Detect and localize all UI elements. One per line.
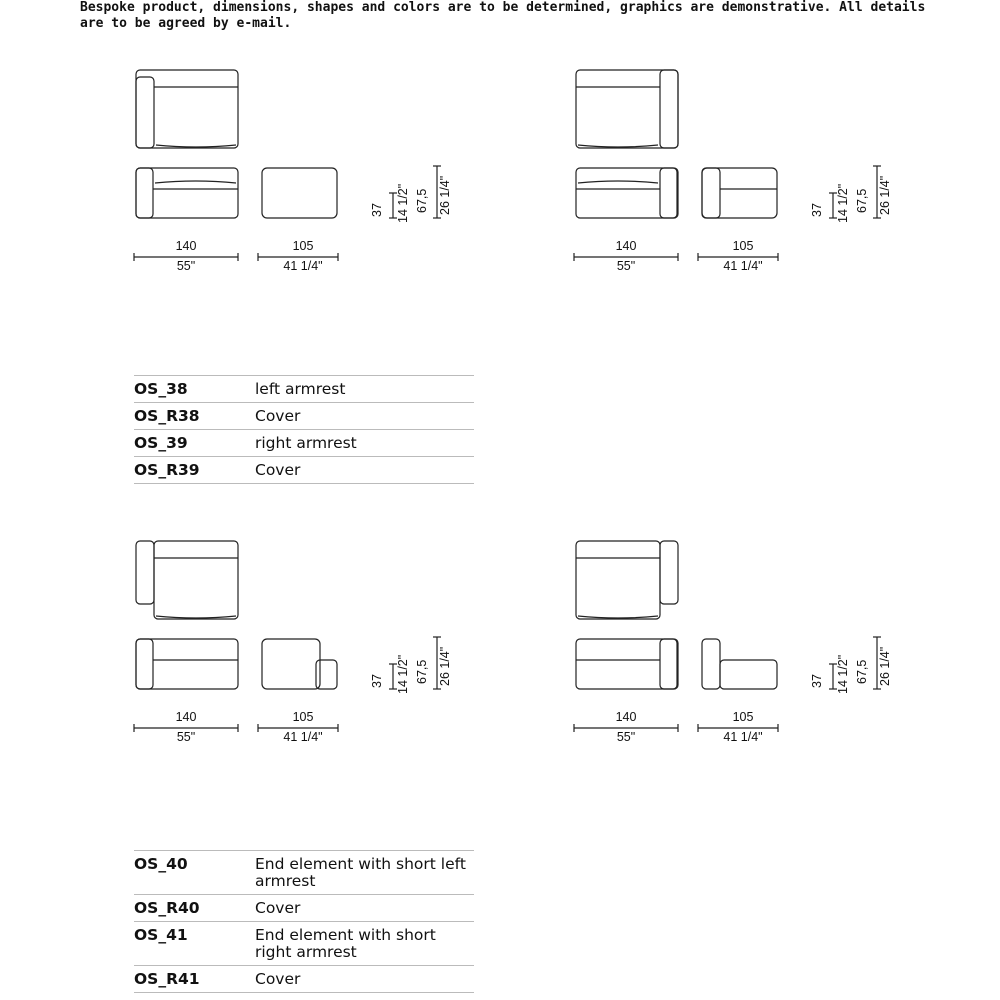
table-row (134, 457, 474, 484)
height-cm-label: 67,5 (415, 659, 429, 684)
depth-in-label: 41 1/4" (723, 259, 763, 273)
width-cm-label: 140 (615, 710, 637, 724)
width-in-label: 55" (176, 259, 196, 273)
width-cm-label: 140 (175, 710, 197, 724)
seat-cm-label: 37 (370, 203, 384, 217)
product-description: Cover (255, 403, 474, 430)
disclaimer-text: Bespoke product, dimensions, shapes and colors are to be determined, graphics are demonstrative. All details are to be agreed by e-mail. (80, 0, 926, 31)
seat-in-label: 14 1/2" (396, 654, 410, 694)
depth-cm-label: 105 (732, 239, 754, 253)
product-code: OS_R38 (134, 403, 255, 430)
table-row (134, 851, 474, 895)
diagram-short-left-armrest (130, 536, 550, 776)
product-code: OS_41 (134, 922, 255, 966)
product-description: right armrest (255, 430, 474, 457)
table-row (134, 895, 474, 922)
height-in-label: 26 1/4" (878, 646, 892, 686)
width-in-label: 55" (176, 730, 196, 744)
width-in-label: 55" (616, 730, 636, 744)
seat-cm-label: 37 (810, 203, 824, 217)
height-cm-label: 67,5 (855, 659, 869, 684)
seat-in-label: 14 1/2" (396, 183, 410, 223)
height-in-label: 26 1/4" (438, 175, 452, 215)
depth-cm-label: 105 (292, 239, 314, 253)
product-codes-table-2 (134, 850, 474, 993)
height-cm-label: 67,5 (415, 188, 429, 213)
height-in-label: 26 1/4" (878, 175, 892, 215)
product-description: Cover (255, 457, 474, 484)
product-code: OS_39 (134, 430, 255, 457)
height-cm-label: 67,5 (855, 188, 869, 213)
table-row (134, 403, 474, 430)
seat-in-label: 14 1/2" (836, 654, 850, 694)
product-code: OS_R41 (134, 966, 255, 993)
product-description: End element with short left armrest (255, 851, 474, 895)
diagram-left-armrest (130, 65, 550, 305)
product-code: OS_40 (134, 851, 255, 895)
product-codes-table-1 (134, 375, 474, 484)
height-in-label: 26 1/4" (438, 646, 452, 686)
depth-in-label: 41 1/4" (283, 730, 323, 744)
table-row (134, 430, 474, 457)
product-description: Cover (255, 895, 474, 922)
table-row (134, 922, 474, 966)
width-in-label: 55" (616, 259, 636, 273)
product-code: OS_38 (134, 376, 255, 403)
diagram-short-right-armrest (570, 536, 990, 776)
depth-in-label: 41 1/4" (723, 730, 763, 744)
product-code: OS_R39 (134, 457, 255, 484)
depth-cm-label: 105 (732, 710, 754, 724)
table-row (134, 966, 474, 993)
product-description: End element with short right armrest (255, 922, 474, 966)
width-cm-label: 140 (615, 239, 637, 253)
seat-cm-label: 37 (370, 674, 384, 688)
width-cm-label: 140 (175, 239, 197, 253)
depth-in-label: 41 1/4" (283, 259, 323, 273)
seat-cm-label: 37 (810, 674, 824, 688)
diagram-right-armrest (570, 65, 990, 305)
depth-cm-label: 105 (292, 710, 314, 724)
product-description: Cover (255, 966, 474, 993)
product-code: OS_R40 (134, 895, 255, 922)
product-description: left armrest (255, 376, 474, 403)
seat-in-label: 14 1/2" (836, 183, 850, 223)
table-row (134, 376, 474, 403)
